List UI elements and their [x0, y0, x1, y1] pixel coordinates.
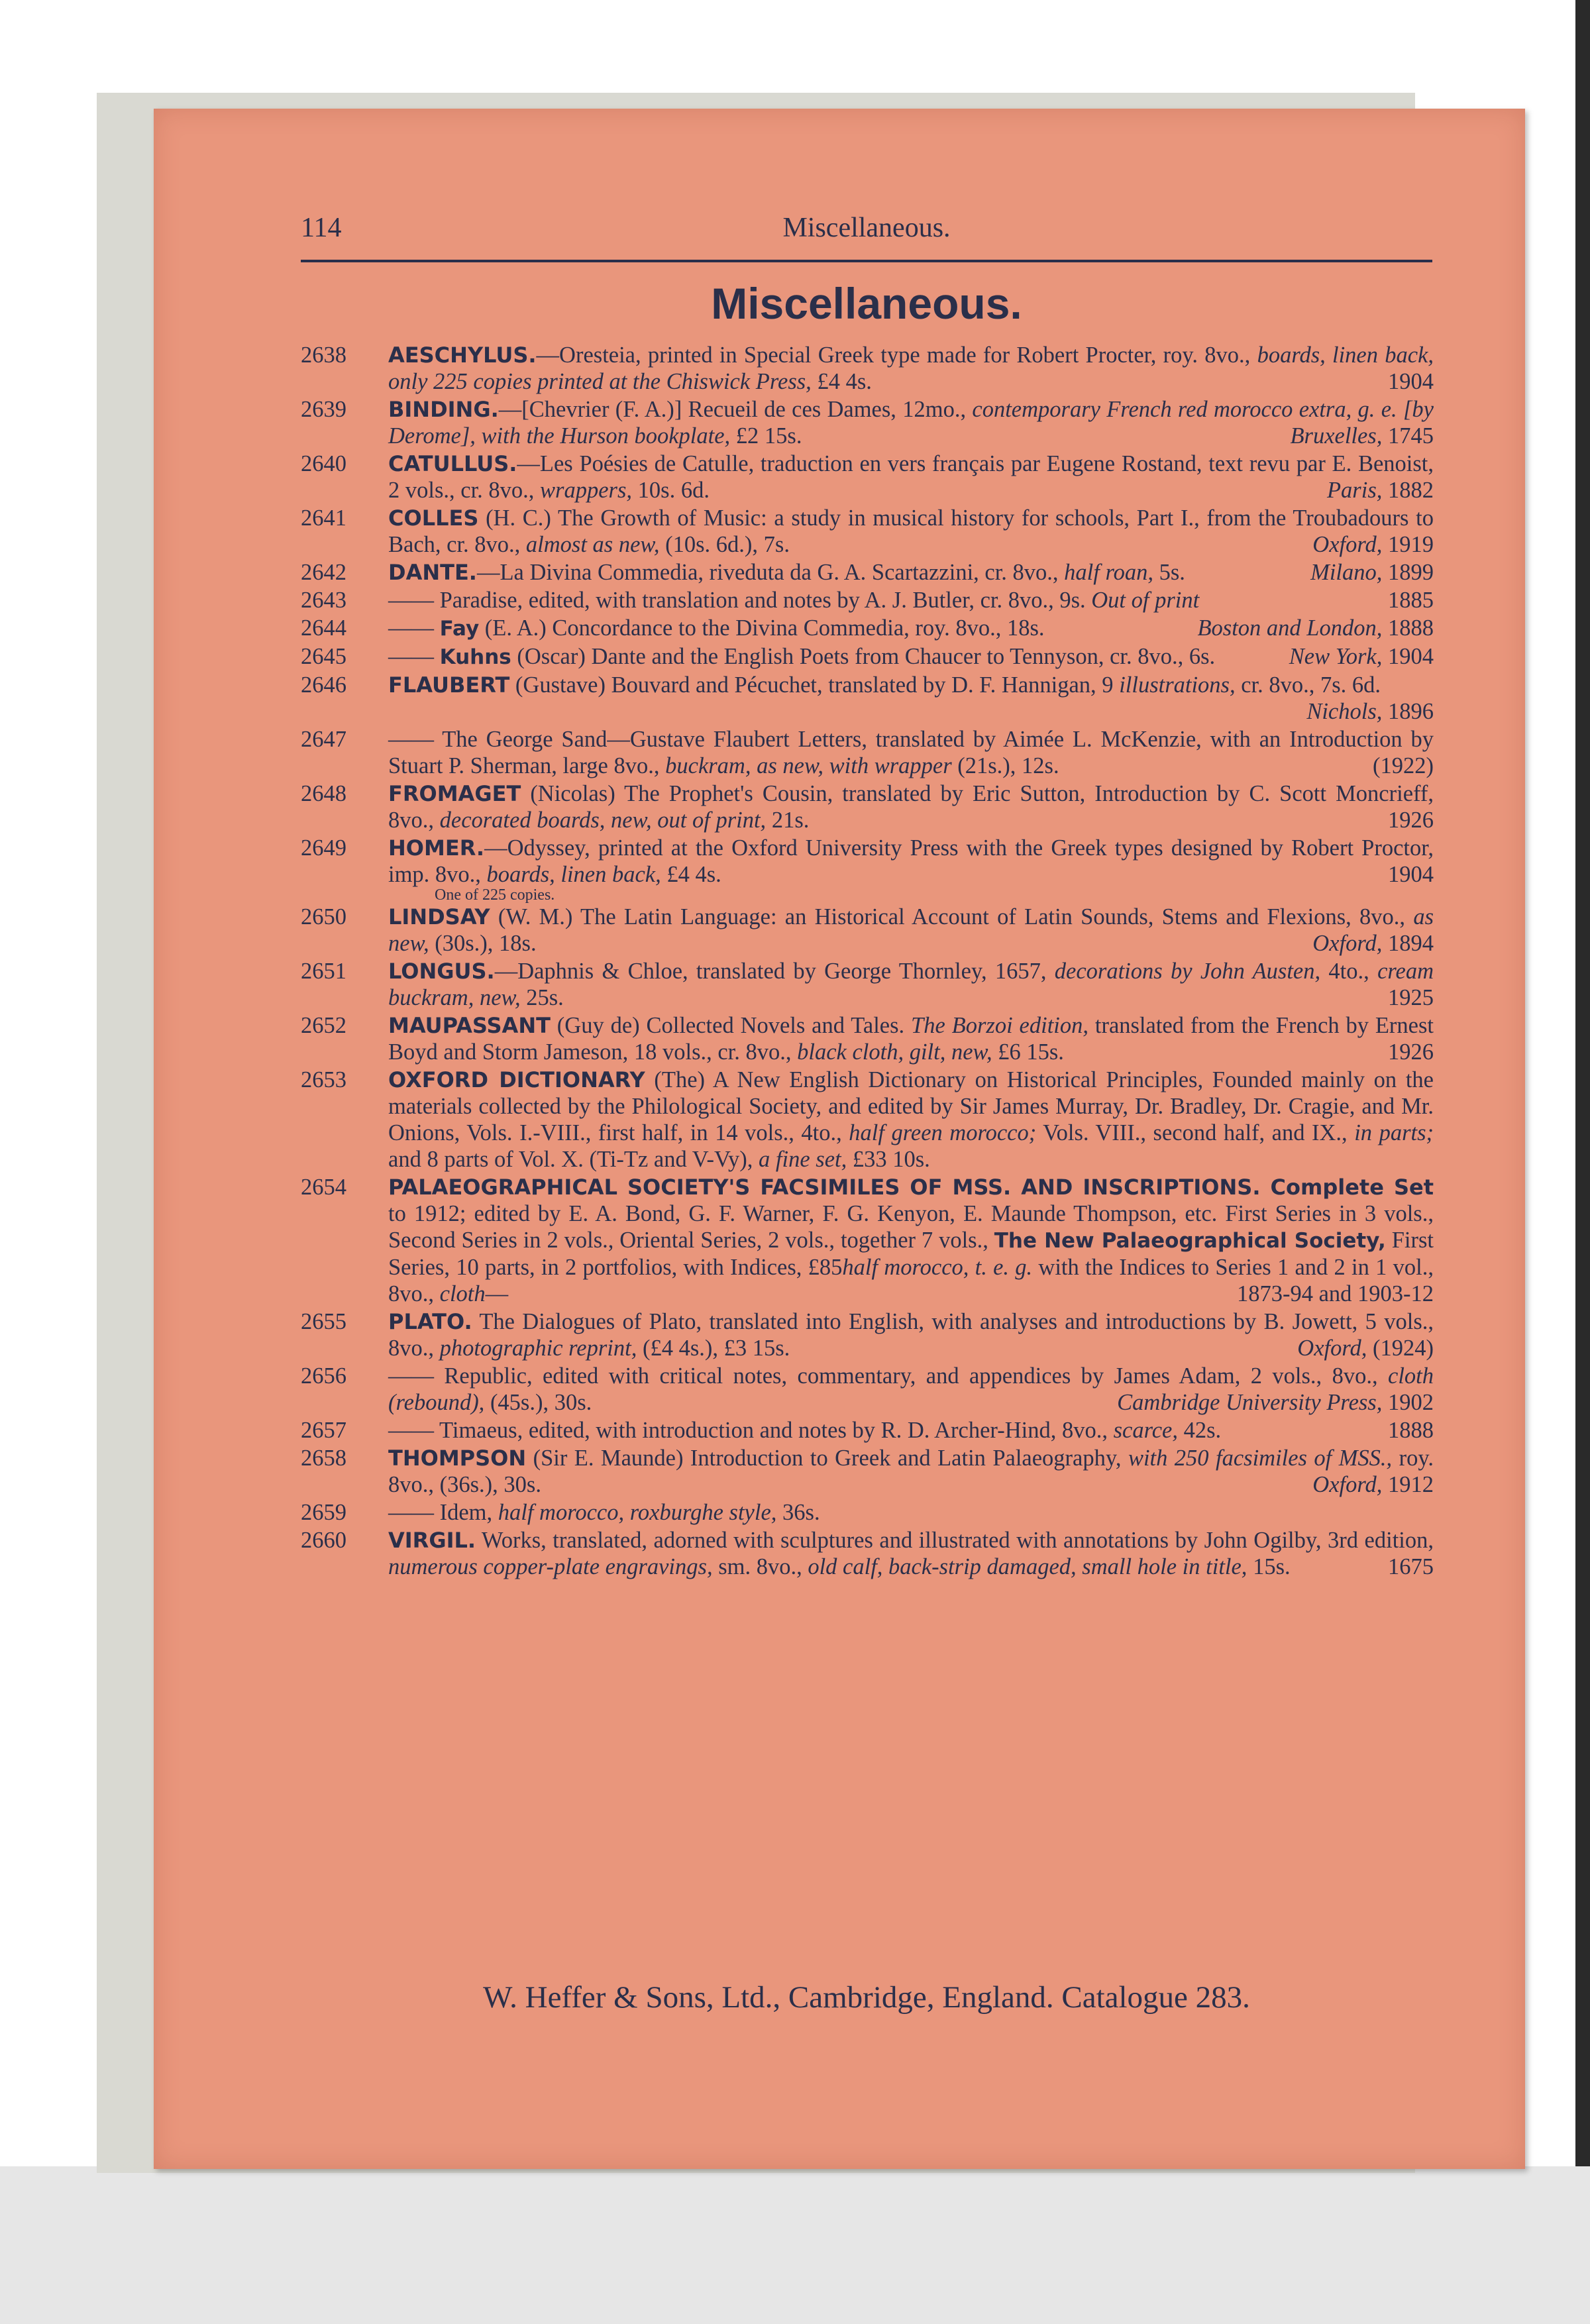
entry-number: 2649 [301, 835, 346, 861]
entry-imprint [1237, 1281, 1434, 1307]
entry-place: Oxford, [1312, 1472, 1383, 1497]
entry-number: 2639 [301, 397, 346, 422]
entry-price: — [485, 1281, 509, 1306]
entry-imprint [1197, 615, 1434, 641]
entry-text: —Odyssey, printed at the Oxford University Press with the Greek types designed by Robert Proctor, imp. 8vo., [388, 835, 1434, 887]
entry-text: (Gustave) Bouvard and Pécuchet, translated by D. F. Hannigan, 9 [509, 672, 1120, 698]
entry-price: 15s. [1247, 1554, 1291, 1579]
entry-binding: half morocco, t. e. g. [842, 1255, 1033, 1280]
entry-binding: in parts; [1354, 1120, 1434, 1145]
entry-price: 36s. [776, 1500, 820, 1525]
entry-price: roy. 8vo., (36s.), 30s. [388, 1446, 1434, 1497]
entry-price: (£4 4s.), £3 15s. [637, 1336, 790, 1361]
entry-date: 1902 [1388, 1390, 1434, 1415]
entry-heading: OXFORD DICTIONARY [388, 1067, 645, 1092]
catalogue-entry [301, 1527, 1434, 1580]
entry-text: to 1912; edited by E. A. Bond, G. F. Warner, F. G. Kenyon, E. Maunde Thompson, etc. First Series in 3 vols., Second Series in 2 vols., Oriental Series, 2 vols., together 7 vols., [388, 1201, 1434, 1253]
entry-date: 1919 [1388, 532, 1434, 557]
entry-number: 2651 [301, 959, 346, 984]
entry-binding: scarce, [1113, 1418, 1178, 1443]
entry-price: 10s. 6d. [632, 478, 710, 503]
entry-heading: VIRGIL. [388, 1528, 476, 1553]
entry-date: (1924) [1373, 1336, 1434, 1361]
entry-binding: wrappers, [540, 478, 633, 503]
entry-binding: photographic reprint, [439, 1336, 637, 1361]
entry-price: Vols. VIII., second half, and IX., [1036, 1120, 1355, 1145]
entry-binding: illustrations, [1119, 672, 1236, 698]
entry-price: cr. 8vo., 7s. 6d. [1235, 672, 1381, 698]
entry-imprint [1290, 423, 1434, 449]
entry-place: Oxford, [1297, 1336, 1367, 1361]
entry-heading: COLLES [388, 505, 479, 531]
entry-imprint [1373, 753, 1434, 779]
entry-binding: a fine set, [759, 1147, 847, 1172]
entry-price: (30s.), 18s. [429, 931, 537, 956]
entry-imprint [1388, 1554, 1434, 1580]
entry-price: 21s. [766, 808, 810, 833]
entry-author: Kuhns [439, 645, 511, 669]
entry-imprint [1388, 1417, 1434, 1444]
entry-place: New York, [1289, 644, 1383, 669]
entry-number: 2654 [301, 1175, 346, 1200]
entry-date: (1922) [1373, 753, 1434, 778]
entry-text: (The) A New English Dictionary on Historical Principles, Founded mainly on the materials collected by the Philological Society, and edited by Sir James Murray, Dr. Bradley, Dr. Cragie, and Mr. Onions, Vols. I.-VIII., first half, in 14 vols., 4to., [388, 1067, 1434, 1145]
entry-price: 42s. [1177, 1418, 1222, 1443]
entry-text: (H. C.) The Growth of Music: a study in musical history for schools, Part I., from the Troubadours to Bach, cr. 8vo., [388, 505, 1434, 557]
header-rule [301, 260, 1432, 262]
scanner-background [0, 2166, 1590, 2324]
entry-text: —— Timaeus, edited, with introduction and notes by R. D. Archer-Hind, 8vo., [388, 1418, 1114, 1443]
entry-imprint [1388, 1039, 1434, 1065]
entry-imprint [1388, 368, 1434, 395]
entry-price: (21s.), 12s. [951, 753, 1059, 778]
entry-price: £2 15s. [730, 423, 802, 449]
entry-binding: boards, linen back, only 225 copies printed at the Chiswick Press, [388, 343, 1434, 394]
entry-place: Bruxelles, [1290, 423, 1383, 449]
entry-price: £6 15s. [992, 1039, 1064, 1065]
catalogue-entry [301, 1308, 1434, 1361]
catalogue-entry [301, 505, 1434, 558]
entry-heading: CATULLUS. [388, 451, 517, 476]
entry-number: 2656 [301, 1363, 346, 1389]
catalogue-entry [301, 726, 1434, 779]
entry-text: (W. M.) The Latin Language: an Historical Account of Latin Sounds, Stems and Flexions, 8vo., [490, 904, 1414, 929]
entry-binding: half roan, [1064, 560, 1153, 585]
entry-text: —— The George Sand—Gustave Flaubert Letters, translated by Aimée L. McKenzie, with an Introduction by Stuart P. Sherman, large 8vo., [388, 727, 1434, 778]
entry-imprint [1312, 930, 1434, 957]
running-header [301, 207, 1432, 253]
catalogue-entry [301, 396, 1434, 449]
entry-place: Oxford, [1312, 532, 1383, 557]
entry-text: —[Chevrier (F. A.)] Recueil de ces Dames, 12mo., [498, 397, 973, 422]
entry-number: 2652 [301, 1013, 346, 1038]
catalogue-footer: W. Heffer & Sons, Ltd., Cambridge, England. Catalogue 283. [483, 1980, 1250, 2015]
entry-price: sm. 8vo., [712, 1554, 808, 1579]
entry-imprint [1388, 984, 1434, 1011]
entry-text: First Series, 10 parts, in 2 portfolios, with Indices, £85 [388, 1228, 1434, 1280]
entry-binding: contemporary French red morocco extra, g. e. [by Derome], with the Hurson bookplate, [388, 397, 1434, 449]
catalogue-entry [301, 835, 1434, 902]
entry-heading: FLAUBERT [388, 672, 510, 698]
catalogue-entry [301, 1012, 1434, 1065]
entry-text: —— Idem, [388, 1500, 498, 1525]
entry-number: 2638 [301, 343, 346, 368]
entry-text: —Oresteia, printed in Special Greek type made for Robert Procter, roy. 8vo., [536, 343, 1257, 368]
entry-price: (10s. 6d.), 7s. [659, 532, 790, 557]
entry-binding: almost as new, [525, 532, 660, 557]
entry-imprint [1289, 643, 1434, 670]
entry-imprint [1310, 559, 1434, 586]
running-title: Miscellaneous. [782, 213, 951, 243]
entry-heading: FROMAGET [388, 781, 521, 806]
entry-date: 1925 [1388, 985, 1434, 1010]
entry-binding: half green morocco; [849, 1120, 1037, 1145]
entry-binding: old calf, back-strip damaged, small hole in title, [808, 1554, 1247, 1579]
section-title: Miscellaneous. [711, 279, 1022, 328]
entry-binding: decorations by John Austen, [1054, 959, 1321, 984]
entry-heading: PLATO. [388, 1309, 472, 1334]
entry-text: The Dialogues of Plato, translated into English, with analyses and introductions by B. Jowett, 5 vols., 8vo., [388, 1309, 1434, 1361]
entry-text: (Sir E. Maunde) Introduction to Greek and Latin Palaeography, [526, 1446, 1128, 1471]
entry-text: —— Paradise, edited, with translation and notes by A. J. Butler, cr. 8vo., 9s. [388, 588, 1092, 613]
catalogue-entry [301, 958, 1434, 1011]
entry-number: 2644 [301, 615, 346, 641]
entry-text: (E. A.) Concordance to the Divina Commedia, roy. 8vo., 18s. [479, 615, 1045, 641]
entry-heading: LINDSAY [388, 904, 490, 929]
entry-price: translated from the French by Ernest Boyd and Storm Jameson, 18 vols., cr. 8vo., [388, 1013, 1434, 1065]
entry-date: 1745 [1388, 423, 1434, 449]
entry-binding: cream buckram, new, [388, 959, 1434, 1010]
entry-number: 2657 [301, 1418, 346, 1443]
entry-imprint [1306, 698, 1434, 725]
catalogue-entry [301, 1363, 1434, 1416]
entry-heading: THOMPSON [388, 1446, 527, 1471]
entry-imprint [1312, 1471, 1434, 1498]
entry-date: 1904 [1388, 862, 1434, 887]
entry-heading: LONGUS. [388, 959, 495, 984]
entry-price: 25s. [520, 985, 564, 1010]
page-number: 114 [301, 213, 342, 243]
catalogue-entry [301, 1499, 1434, 1526]
entry-number: 2655 [301, 1309, 346, 1334]
entry-author: Fay [439, 617, 480, 641]
entry-binding: boards, linen back, [486, 862, 661, 887]
catalogue-entry [301, 450, 1434, 503]
entry-binding: as new, [388, 904, 1434, 956]
entry-note: One of 225 copies. [435, 886, 555, 904]
entry-number: 2641 [301, 505, 346, 531]
entry-date: 1896 [1388, 699, 1434, 724]
entry-binding: numerous copper-plate engravings, [388, 1554, 713, 1579]
catalogue-entry [301, 1417, 1434, 1444]
entry-binding: cloth [439, 1281, 486, 1306]
entry-date: 1899 [1388, 560, 1434, 585]
catalogue-entry [301, 904, 1434, 957]
catalogue-entries [301, 342, 1434, 1581]
entry-date: 1882 [1388, 478, 1434, 503]
entry-date: 1894 [1388, 931, 1434, 956]
entry-number: 2642 [301, 560, 346, 585]
catalogue-entry [301, 1445, 1434, 1498]
entry-number: 2646 [301, 672, 346, 698]
entry-price: with the Indices to Series 1 and 2 in 1 vol., 8vo., [388, 1255, 1434, 1306]
catalogue-entry [301, 780, 1434, 833]
catalogue-entry [301, 1067, 1434, 1173]
entry-imprint [1297, 1335, 1434, 1361]
entry-place: Nichols, [1306, 699, 1383, 724]
entry-heading: DANTE. [388, 560, 477, 585]
catalogue-entry [301, 587, 1434, 613]
entry-binding: black cloth, gilt, new, [797, 1039, 992, 1065]
entry-number: 2660 [301, 1528, 346, 1553]
entry-date: 1885 [1388, 588, 1434, 613]
entry-number: 2643 [301, 588, 346, 613]
entry-binding: decorated boards, new, out of print, [439, 808, 767, 833]
entry-text: —— [388, 615, 440, 641]
entry-date: 1926 [1388, 1039, 1434, 1065]
entry-place: Boston and London, [1197, 615, 1383, 641]
catalogue-entry [301, 342, 1434, 395]
entry-binding: buckram, as new, with wrapper [665, 753, 952, 778]
entry-place: Cambridge University Press, [1117, 1390, 1383, 1415]
entry-binding: The Borzoi edition, [911, 1013, 1088, 1038]
entry-date: 1926 [1388, 808, 1434, 833]
entry-price: 4to., [1320, 959, 1378, 984]
catalogue-entry [301, 559, 1434, 586]
entry-number: 2647 [301, 727, 346, 752]
entry-imprint [1388, 587, 1434, 613]
entry-date: 1904 [1388, 369, 1434, 394]
entry-author: The New Palaeographical Society, [994, 1229, 1386, 1253]
entry-text: (Nicolas) The Prophet's Cousin, translated by Eric Sutton, Introduction by C. Scott Moncrieff, 8vo., [388, 781, 1434, 833]
entry-heading: BINDING. [388, 397, 499, 422]
entry-imprint [1312, 531, 1434, 558]
entry-text: Works, translated, adorned with sculptures and illustrated with annotations by John Ogilby, 3rd edition, [476, 1528, 1434, 1553]
catalogue-entry [301, 1174, 1434, 1307]
entry-imprint [1117, 1389, 1434, 1416]
entry-price: and 8 parts of Vol. X. (Ti-Tz and V-Vy), [388, 1147, 759, 1172]
entry-date: 1888 [1388, 1418, 1434, 1443]
entry-binding: with 250 facsimiles of MSS., [1128, 1446, 1393, 1471]
entry-heading: MAUPASSANT [388, 1013, 551, 1038]
entry-text: —Les Poésies de Catulle, traduction en vers français par Eugene Rostand, text revu par E. Benoist, 2 vols., cr. 8vo., [388, 451, 1434, 503]
scan-edge [1575, 0, 1590, 2324]
entry-heading: HOMER. [388, 835, 485, 861]
catalogue-entry [301, 615, 1434, 642]
entry-heading: PALAEOGRAPHICAL SOCIETY'S FACSIMILES OF MSS. AND INSCRIPTIONS. Complete Set [388, 1175, 1434, 1200]
entry-price: (45s.), 30s. [484, 1390, 592, 1415]
entry-number: 2659 [301, 1500, 346, 1525]
entry-date: 1904 [1388, 644, 1434, 669]
entry-text: (Oscar) Dante and the English Poets from Chaucer to Tennyson, cr. 8vo., 6s. [511, 644, 1216, 669]
catalogue-entry [301, 643, 1434, 670]
entry-text: (Guy de) Collected Novels and Tales. [550, 1013, 912, 1038]
entry-price: £4 4s. [661, 862, 721, 887]
entry-price: 5s. [1153, 560, 1185, 585]
entry-text: —La Divina Commedia, riveduta da G. A. Scartazzini, cr. 8vo., [476, 560, 1065, 585]
entry-number: 2640 [301, 451, 346, 476]
entry-text: —Daphnis & Chloe, translated by George Thornley, 1657, [494, 959, 1055, 984]
entry-number: 2645 [301, 644, 346, 669]
entry-binding: half morocco, roxburghe style, [498, 1500, 777, 1525]
entry-date: 1912 [1388, 1472, 1434, 1497]
entry-binding: cloth (rebound), [388, 1363, 1434, 1415]
entry-heading: AESCHYLUS. [388, 343, 537, 368]
entry-price: £4 4s. [811, 369, 872, 394]
entry-text: —— [388, 644, 440, 669]
entry-imprint [1388, 861, 1434, 888]
entry-number: 2650 [301, 904, 346, 929]
entry-place: Milano, [1310, 560, 1383, 585]
catalogue-entry [301, 672, 1434, 725]
entry-number: 2653 [301, 1067, 346, 1092]
entry-imprint [1327, 477, 1434, 503]
entry-place: Oxford, [1312, 931, 1383, 956]
entry-text: —— Republic, edited with critical notes, commentary, and appendices by James Adam, 2 vols., 8vo., [388, 1363, 1389, 1389]
entry-number: 2648 [301, 781, 346, 806]
entry-number: 2658 [301, 1446, 346, 1471]
entry-date: 1873-94 and 1903-12 [1236, 1281, 1434, 1306]
entry-place: Paris, [1326, 478, 1383, 503]
entry-date: 1675 [1388, 1554, 1434, 1579]
entry-date: 1888 [1388, 615, 1434, 641]
entry-price: £33 10s. [847, 1147, 930, 1172]
entry-binding: Out of print [1091, 588, 1200, 613]
entry-imprint [1388, 807, 1434, 833]
